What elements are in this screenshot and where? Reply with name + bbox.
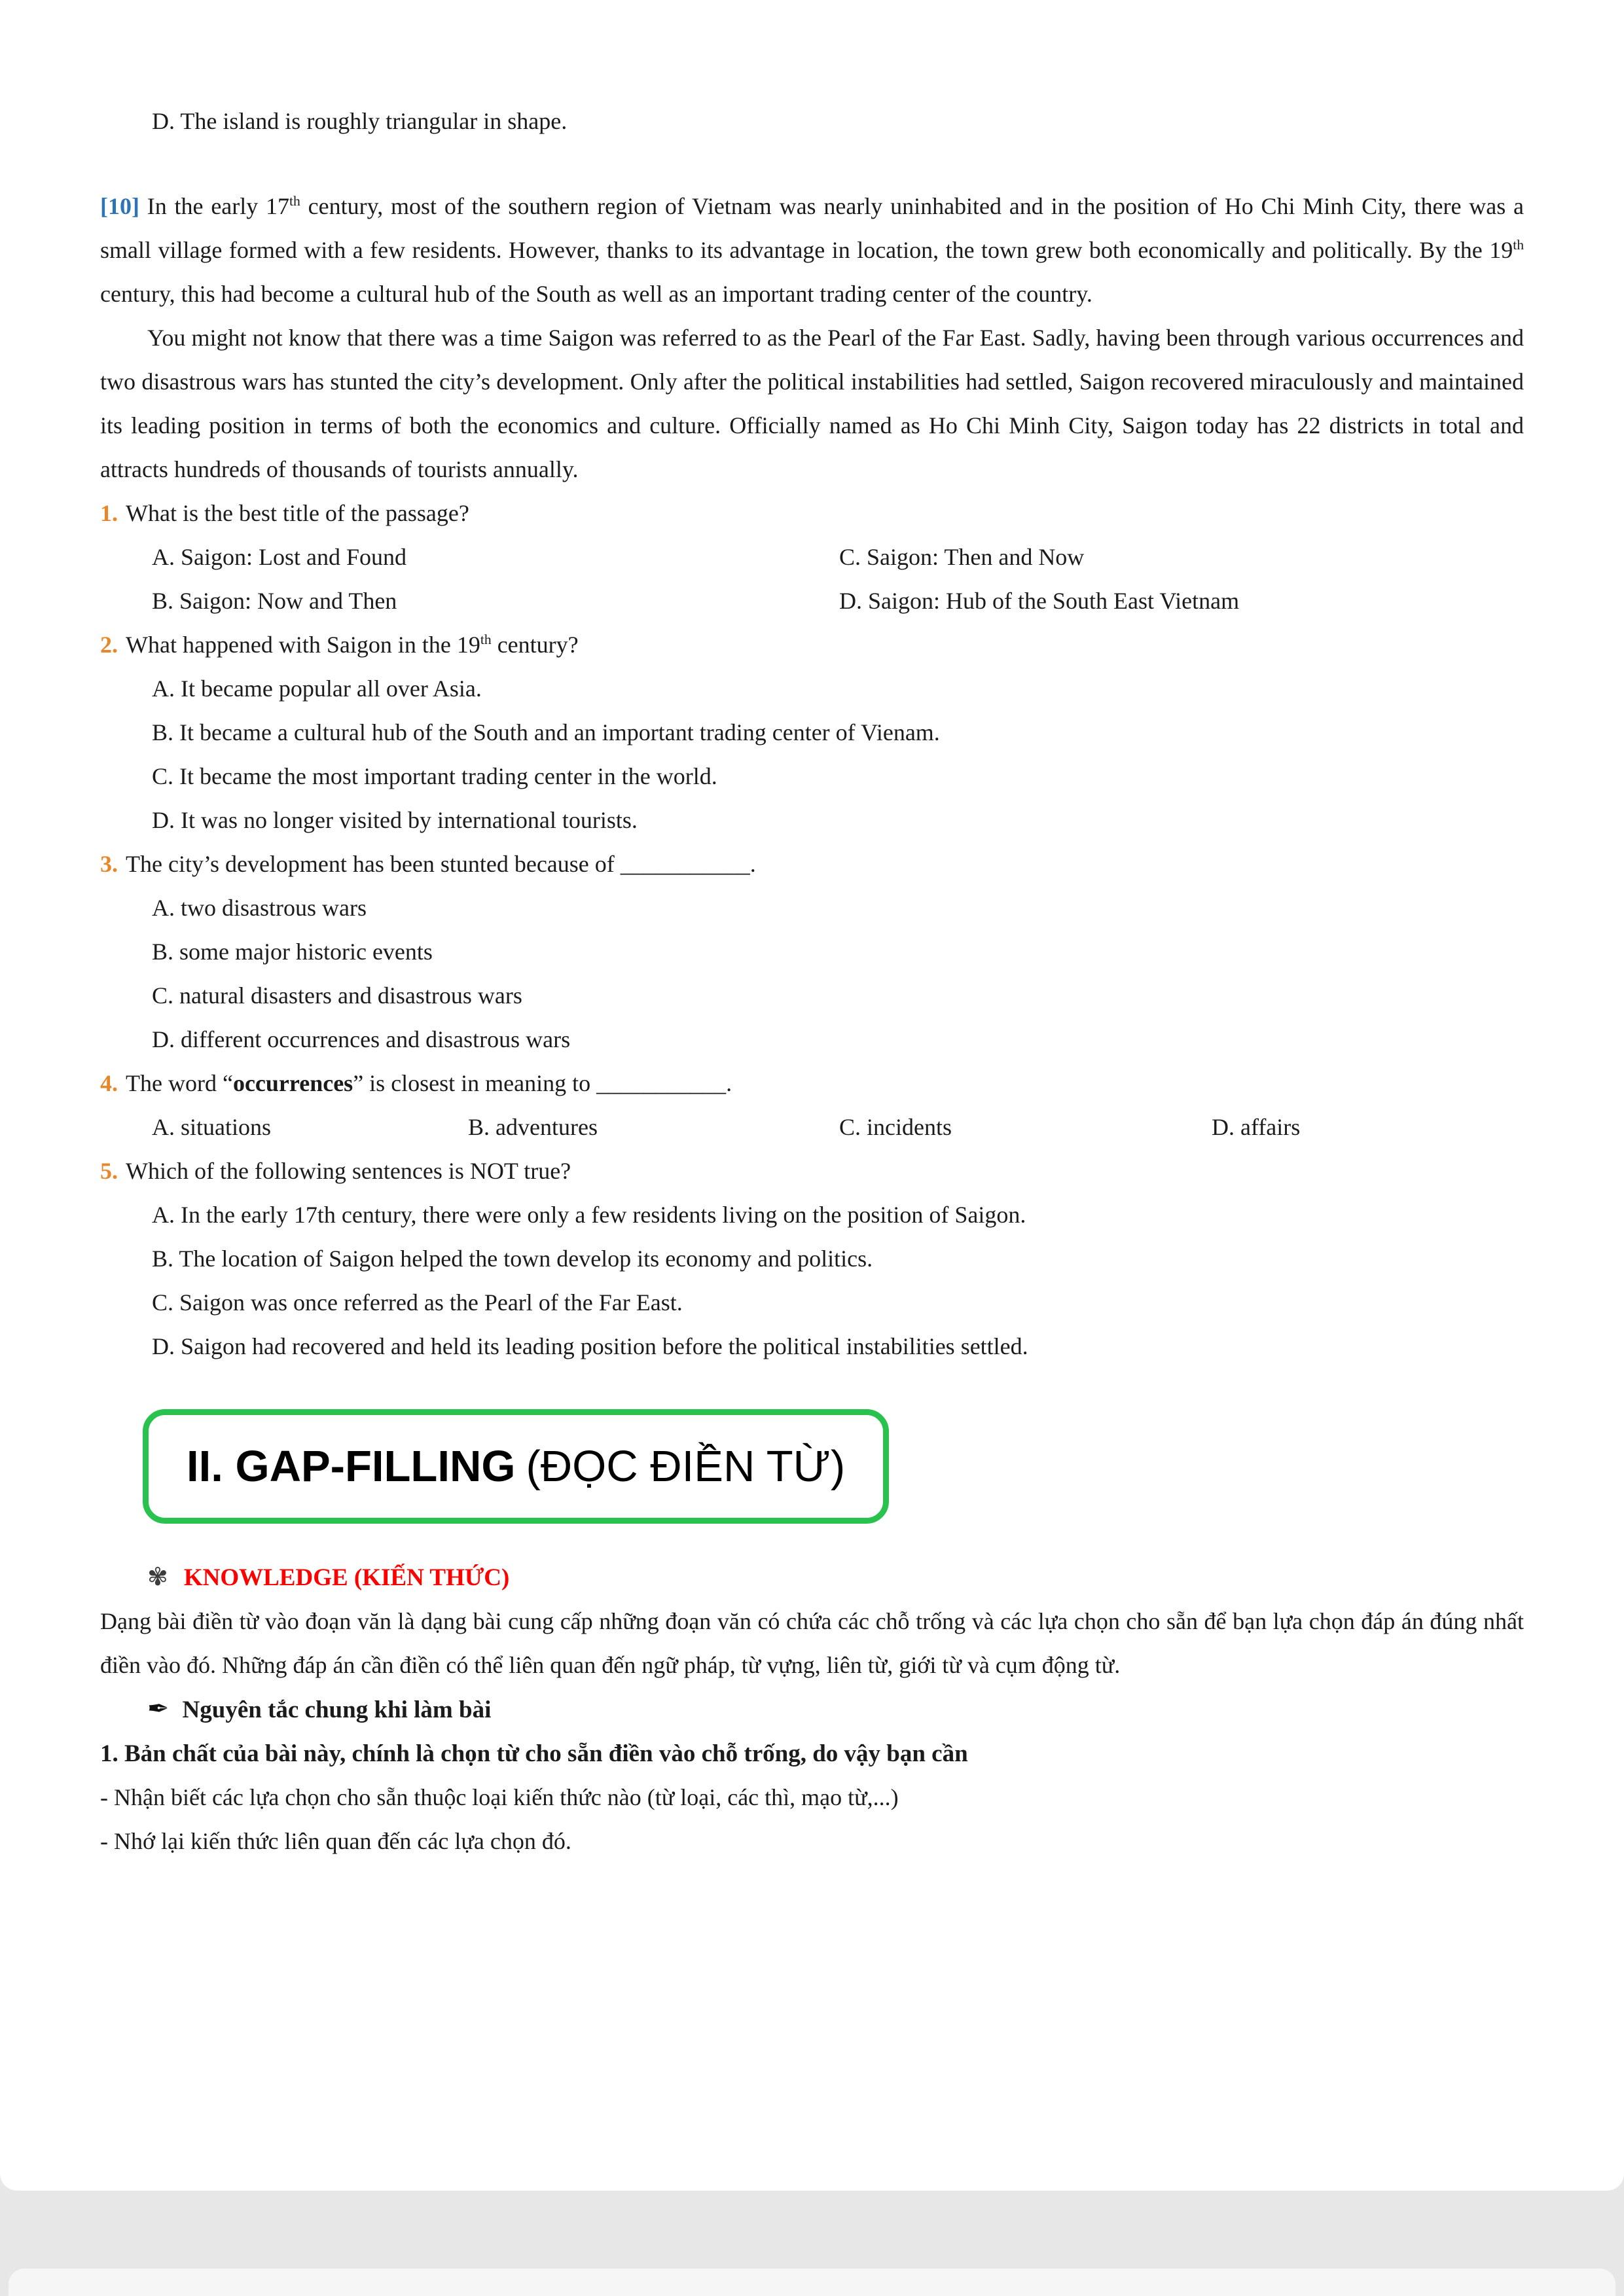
- flower-icon: ✾: [147, 1562, 168, 1592]
- answer-option: D. affairs: [1212, 1114, 1301, 1140]
- question-text: What happened with Saigon in the 19th century?: [126, 632, 579, 658]
- answer-option: B. Saigon: Now and Then: [152, 588, 397, 614]
- answer-option: A. two disastrous wars: [152, 895, 367, 921]
- question-text: Which of the following sentences is NOT true?: [126, 1158, 571, 1184]
- answer-option: C. It became the most important trading center in the world.: [152, 763, 717, 789]
- question-text: What is the best title of the passage?: [126, 500, 469, 526]
- answer-option: D. different occurrences and disastrous wars: [152, 1026, 571, 1052]
- answer-option: C. Saigon was once referred as the Pearl of the Far East.: [152, 1289, 683, 1316]
- answer-option: C. Saigon: Then and Now: [839, 544, 1085, 570]
- question-4-options: [152, 1105, 1524, 1149]
- passage-paragraph-1: [100, 185, 1524, 316]
- answer-option: B. some major historic events: [152, 939, 433, 965]
- prev-question-option: D. The island is roughly triangular in shape.: [152, 108, 568, 134]
- answer-option: B. It became a cultural hub of the South and an important trading center of Vienam.: [152, 719, 940, 745]
- answer-option: C. natural disasters and disastrous wars: [152, 982, 522, 1009]
- answer-option: D. It was no longer visited by international tourists.: [152, 807, 638, 833]
- knowledge-title: KNOWLEDGE (KIẾN THỨC): [183, 1564, 510, 1592]
- answer-option: D. Saigon had recovered and held its leading position before the political instabilities settled.: [152, 1333, 1028, 1359]
- answer-option: A. In the early 17th century, there were only a few residents living on the position of Saigon.: [152, 1202, 1026, 1228]
- passage-paragraph-2: You might not know that there was a time Saigon was referred to as the Pearl of the Far East. Sadly, having been through various occurrences and two disastrous wars has stunted the city’s development. Only after the political instabilities had settled, Saigon recovered miraculously and maintained its leading position in terms of both the economics and culture. Officially named as Ho Chi Minh City, Saigon today has 22 districts in total and attracts hundreds of thousands of tourists annually.: [100, 325, 1524, 482]
- question-text: The word “occurrences” is closest in meaning to ___________.: [126, 1070, 732, 1096]
- pen-icon: ✒: [147, 1694, 170, 1725]
- answer-option: B. adventures: [468, 1114, 598, 1140]
- question-5: [100, 1149, 1524, 1193]
- question-number: 5.: [100, 1158, 118, 1184]
- question-5-options: [152, 1193, 1524, 1369]
- principles-title: Nguyên tắc chung khi làm bài: [182, 1696, 492, 1724]
- section-heading-wrap: [143, 1409, 1524, 1524]
- answer-option: D. Saigon: Hub of the South East Vietnam: [839, 588, 1240, 614]
- question-number: 4.: [100, 1070, 118, 1096]
- question-text: The city’s development has been stunted because of ___________.: [126, 851, 756, 877]
- section-subtitle: (ĐỌC ĐIỀN TỪ): [526, 1442, 846, 1491]
- answer-option: A. It became popular all over Asia.: [152, 675, 482, 702]
- question-number: 1.: [100, 500, 118, 526]
- principle-rule-1: 1. Bản chất của bài này, chính là chọn từ cho sẵn điền vào chỗ trống, do vậy bạn cần: [100, 1740, 968, 1768]
- answer-option: B. The location of Saigon helped the town develop its economy and politics.: [152, 1246, 873, 1272]
- principle-bullet-1: - Nhận biết các lựa chọn cho sẵn thuộc loại kiến thức nào (từ loại, các thì, mạo từ,...): [100, 1784, 899, 1811]
- question-2-options: [152, 667, 1524, 842]
- next-page-top: [9, 2269, 1615, 2296]
- question-number: 3.: [100, 851, 118, 877]
- passage-number-tag: [10]: [100, 193, 139, 219]
- question-2: [100, 623, 1524, 667]
- section-title: II. GAP-FILLING: [187, 1442, 516, 1491]
- question-number: 2.: [100, 632, 118, 658]
- question-4: [100, 1062, 1524, 1105]
- answer-option: A. situations: [152, 1114, 272, 1140]
- question-3-options: [152, 886, 1524, 1062]
- section-heading-box: [143, 1409, 889, 1524]
- answer-option: A. Saigon: Lost and Found: [152, 544, 407, 570]
- principles-heading: [147, 1687, 1524, 1732]
- principle-bullet-2: - Nhớ lại kiến thức liên quan đến các lựa chọn đó.: [100, 1828, 571, 1855]
- question-3: [100, 842, 1524, 886]
- passage-text-1: In the early 17th century, most of the southern region of Vietnam was nearly uninhabited and in the position of Ho Chi Minh City, there was a small village formed with a few residents. However, thanks to its advantage in location, the town grew both economically and politically. By the 19th century, this had become a cultural hub of the South as well as an important trading center of the country.: [100, 193, 1525, 307]
- knowledge-body: Dạng bài điền từ vào đoạn văn là dạng bài cung cấp những đoạn văn có chứa các chỗ trống và các lựa chọn cho sẵn để bạn lựa chọn đáp án đúng nhất điền vào đó. Những đáp án cần điền có thể liên quan đến ngữ pháp, từ vựng, liên từ, giới từ và cụm động từ.: [100, 1608, 1524, 1679]
- question-1-options: [152, 535, 1524, 623]
- knowledge-heading: [147, 1555, 1524, 1600]
- answer-option: C. incidents: [839, 1114, 952, 1140]
- question-1: [100, 492, 1524, 535]
